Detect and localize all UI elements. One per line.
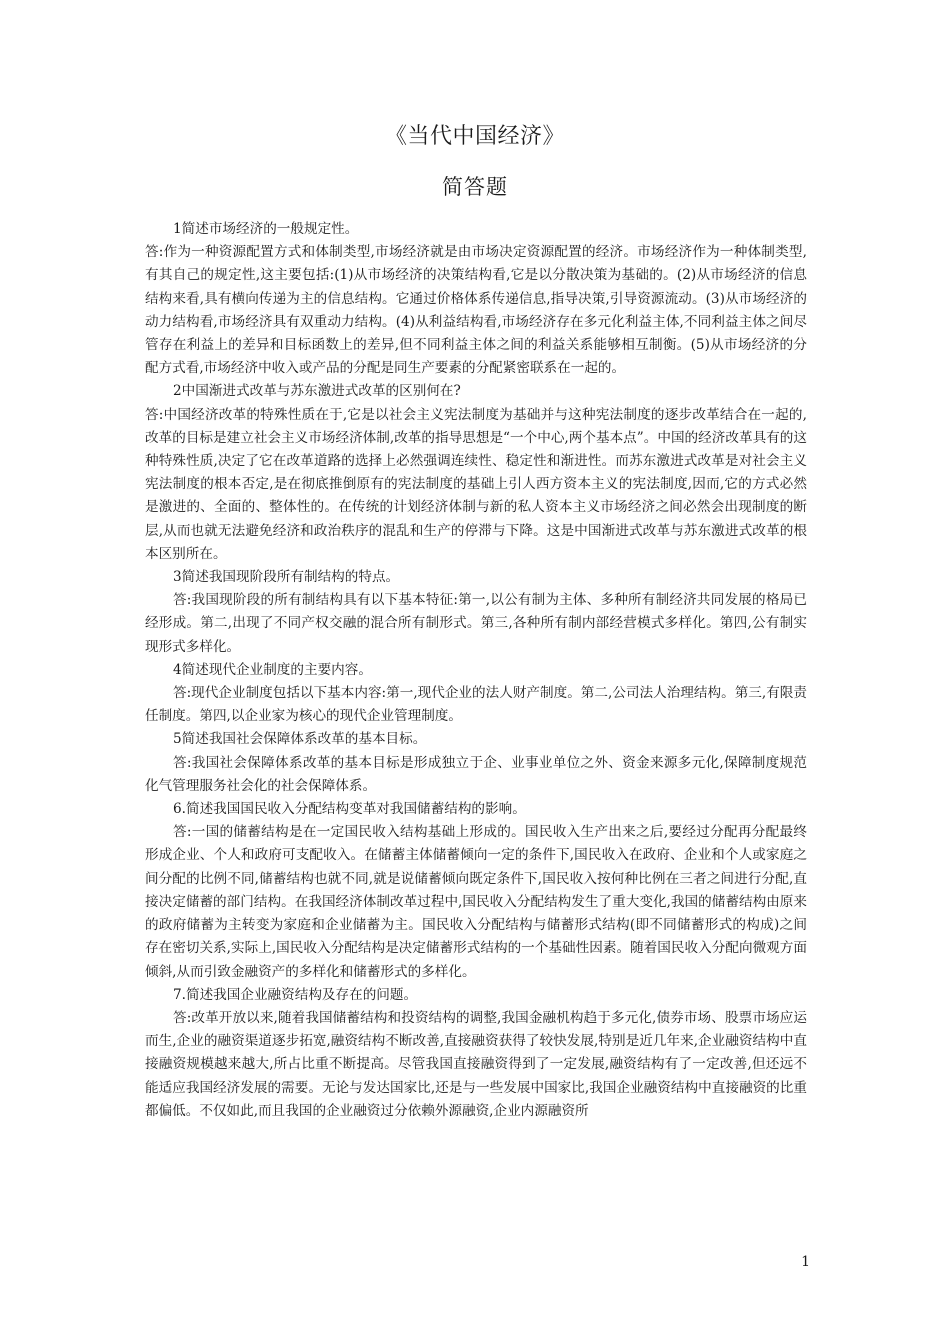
answer-7: 答:改革开放以来,随着我国储蓄结构和投资结构的调整,我国金融机构趋于多元化,债券市场、股票市场应运而生,企业的融资渠道逐步拓宽,融资结构不断改善,直接融资获得了较快发展,特别是近几年来,企业融资结构中直接融资规模越来越大,所占比重不断提高。尽管我国直接融资得到了一定发展,融资结构有了一定改善,但还远不能适应我国经济发展的需要。无论与发达国家比,还是与一些发展中国家比,我国企业融资结构中直接融资的比重都偏低。不仅如此,而且我国的企业融资过分依赖外源融资,企业内源融资所 xyxy=(145,1009,807,1119)
answer-6: 答:一国的储蓄结构是在一定国民收入结构基础上形成的。国民收入生产出来之后,要经过分配再分配最终形成企业、个人和政府可支配收入。在储蓄主体储蓄倾向一定的条件下,国民收入在政府、企业和个人或家庭之间分配的比例不同,储蓄结构也就不同,就是说储蓄倾向既定条件下,国民收入按何种比例在三者之间进行分配,直接决定储蓄的部门结构。在我国经济体制改革过程中,国民收入分配结构发生了重大变化,我国的储蓄结构由原来的政府储蓄为主转变为家庭和企业储蓄为主。国民收入分配结构与储蓄形式结构(即不同储蓄形式的构成)之间存在密切关系,实际上,国民收入分配结构是决定储蓄形式结构的一个基础性因素。随着国民收入分配向微观方面倾斜,从而引致金融资产的多样化和储蓄形式的多样化。 xyxy=(145,824,807,980)
answer-5: 答:我国社会保障体系改革的基本目标是形成独立于企、业事业单位之外、资金来源多元化,保障制度规范化气管理服务社会化的社会保障体系。 xyxy=(145,754,807,794)
answer-3: 答:我国现阶段的所有制结构具有以下基本特征:第一,以公有制为主体、多种所有制经济共同发展的格局已经形成。第二,出现了不同产权交融的混合所有制形式。第三,各种所有制内部经营模式多样化。第四,公有制实现形式多样化。 xyxy=(145,592,807,655)
document-title: 《当代中国经济》 xyxy=(384,124,565,149)
question-3: 3简述我国现阶段所有制结构的特点。 xyxy=(173,569,400,586)
question-4: 4简述现代企业制度的主要内容。 xyxy=(173,661,372,678)
question-5: 5简述我国社会保障体系改革的基本目标。 xyxy=(173,731,427,748)
question-7: 7.简述我国企业融资结构及存在的问题。 xyxy=(173,986,418,1003)
question-2: 2中国渐进式改革与苏东激进式改革的区别何在? xyxy=(173,383,461,400)
document-subtitle: 简答题 xyxy=(442,175,508,199)
question-6: 6.简述我国国民收入分配结构变革对我国储蓄结构的影响。 xyxy=(173,801,526,818)
answer-2: 答:中国经济改革的特殊性质在于,它是以社会主义宪法制度为基础并与这种宪法制度的逐步改革结合在一起的,改革的目标是建立社会主义市场经济体制,改革的指导思想是“一个中心,两个基本点”。中国的经济改革具有的这种特殊性质,决定了它在改革道路的选择上必然强调连续性、稳定性和渐进性。而苏东激进式改革是对社会主义宪法制度的根本否定,是在彻底推倒原有的宪法制度的基础上引人西方资本主义的宪法制度,因而,它的方式必然是激进的、全面的、整体性的。在传统的计划经济体制与新的私人资本主义市场经济之间必然会出现制度的断层,从而也就无法避免经济和政治秩序的混乱和生产的停滞与下降。这是中国渐进式改革与苏东激进式改革的根本区别所在。 xyxy=(145,406,807,562)
answer-1: 答:作为一种资源配置方式和体制类型,市场经济就是由市场决定资源配置的经济。市场经济作为一种体制类型,有其自己的规定性,这主要包括:(1)从市场经济的决策结构看,它是以分散决策为基础的。(2)从市场经济的信息结构来看,具有横向传递为主的信息结构。它通过价格体系传递信息,指导决策,引导资源流动。(3)从市场经济的动力结构看,市场经济具有双重动力结构。(4)从利益结构看,市场经济存在多元化利益主体,不同利益主体之间尽管存在利益上的差异和目标函数上的差异,但不同利益主体之间的利益关系能够相互制衡。(5)从市场经济的分配方式看,市场经济中收入或产品的分配是同生产要素的分配紧密联系在一起的。 xyxy=(145,244,807,377)
answer-4: 答:现代企业制度包括以下基本内容:第一,现代企业的法人财产制度。第二,公司法人治理结构。第三,有限责任制度。第四,以企业家为核心的现代企业管理制度。 xyxy=(145,685,807,725)
page-number: 1 xyxy=(801,1254,810,1270)
qa-content xyxy=(145,218,807,1123)
question-1: 1简述市场经济的一般规定性。 xyxy=(173,221,359,237)
